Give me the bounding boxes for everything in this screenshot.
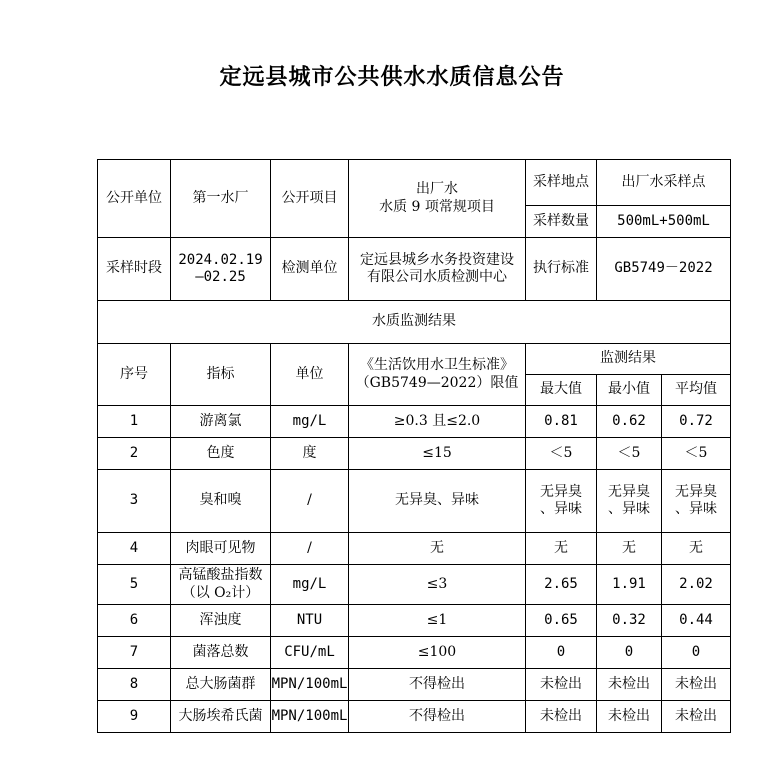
row-avg: 未检出 (662, 669, 731, 701)
row-min: 0.32 (597, 605, 662, 637)
table-row (98, 533, 731, 565)
row-unit: / (271, 533, 349, 565)
row-seq: 4 (98, 533, 171, 565)
row-limit: ≥0.3 且≤2.0 (349, 406, 526, 438)
page-title: 定远县城市公共供水水质信息公告 (219, 64, 565, 90)
header-row-3 (98, 238, 731, 301)
site-value: 出厂水采样点 (597, 160, 731, 206)
row-max (526, 470, 597, 533)
row-unit: CFU/mL (271, 637, 349, 669)
lab-label: 检测单位 (271, 238, 349, 301)
row-avg: 2.02 (662, 565, 731, 605)
col-result: 监测结果 (526, 344, 731, 375)
time-value-line2: —02.25 (195, 269, 246, 285)
row-unit: NTU (271, 605, 349, 637)
row-max: 无 (526, 533, 597, 565)
row-indicator: 肉眼可见物 (171, 533, 271, 565)
row-unit: 度 (271, 438, 349, 470)
row-avg (662, 470, 731, 533)
row-max: 2.65 (526, 565, 597, 605)
row-max: 0.65 (526, 605, 597, 637)
row-seq: 8 (98, 669, 171, 701)
row-indicator: 色度 (171, 438, 271, 470)
row-avg: ＜5 (662, 438, 731, 470)
row-avg: 无 (662, 533, 731, 565)
col-seq: 序号 (98, 344, 171, 406)
row-min: 1.91 (597, 565, 662, 605)
item-value-line1: 出厂水 (416, 181, 458, 197)
row-limit: ≤15 (349, 438, 526, 470)
row-indicator: 大肠埃希氏菌 (171, 701, 271, 733)
row-indicator: 臭和嗅 (171, 470, 271, 533)
row-min: 无 (597, 533, 662, 565)
site-label: 采样地点 (526, 160, 597, 206)
row-unit: MPN/100mL (271, 669, 349, 701)
row-unit: / (271, 470, 349, 533)
row-max-line1: 无异臭 (540, 483, 582, 500)
row-avg: 0.44 (662, 605, 731, 637)
table-row (98, 701, 731, 733)
row-max: 未检出 (526, 701, 597, 733)
time-value-line1: 2024.02.19 (178, 251, 263, 268)
table-row (98, 565, 731, 605)
unit-label: 公开单位 (98, 160, 171, 238)
table-row (98, 470, 731, 533)
row-max: 0 (526, 637, 597, 669)
row-seq: 5 (98, 565, 171, 605)
item-value (349, 160, 526, 238)
row-limit: ≤1 (349, 605, 526, 637)
row-min: 未检出 (597, 701, 662, 733)
row-indicator (171, 565, 271, 605)
row-seq: 2 (98, 438, 171, 470)
row-avg: 0 (662, 637, 731, 669)
item-value-line2: 水质 9 项常规项目 (379, 198, 495, 215)
time-label: 采样时段 (98, 238, 171, 301)
col-max: 最大值 (526, 375, 597, 406)
section-title: 水质监测结果 (98, 301, 731, 344)
row-avg: 0.72 (662, 406, 731, 438)
row-min: 未检出 (597, 669, 662, 701)
time-value (171, 238, 271, 301)
row-indicator-line2: （以 O₂计） (181, 584, 260, 601)
row-seq: 6 (98, 605, 171, 637)
row-min-line1: 无异臭 (608, 483, 650, 500)
row-max-line2: 、异味 (540, 501, 582, 517)
row-seq: 1 (98, 406, 171, 438)
column-header-row-1 (98, 344, 731, 375)
row-min: 0 (597, 637, 662, 669)
col-limit-line1: 《生活饮用水卫生标准》 (360, 357, 514, 373)
row-seq: 7 (98, 637, 171, 669)
col-limit (349, 344, 526, 406)
std-label: 执行标准 (526, 238, 597, 301)
row-unit: mg/L (271, 565, 349, 605)
table-row (98, 669, 731, 701)
col-unit: 单位 (271, 344, 349, 406)
row-indicator: 菌落总数 (171, 637, 271, 669)
row-seq: 3 (98, 470, 171, 533)
table-row (98, 637, 731, 669)
row-limit: 无异臭、异味 (349, 470, 526, 533)
std-value: GB5749－2022 (597, 238, 731, 301)
row-unit: mg/L (271, 406, 349, 438)
header-row-1 (98, 160, 731, 206)
row-indicator: 总大肠菌群 (171, 669, 271, 701)
row-limit: 不得检出 (349, 669, 526, 701)
row-limit: ≤100 (349, 637, 526, 669)
lab-value-line1: 定远县城乡水务投资建设 (360, 251, 514, 268)
row-avg: 未检出 (662, 701, 731, 733)
table-row (98, 605, 731, 637)
row-indicator: 游离氯 (171, 406, 271, 438)
row-unit: MPN/100mL (271, 701, 349, 733)
row-indicator-line1: 高锰酸盐指数 (178, 567, 263, 583)
row-max: ＜5 (526, 438, 597, 470)
row-seq: 9 (98, 701, 171, 733)
row-max: 0.81 (526, 406, 597, 438)
row-limit: ≤3 (349, 565, 526, 605)
row-min: ＜5 (597, 438, 662, 470)
lab-value (349, 238, 526, 301)
item-label: 公开项目 (271, 160, 349, 238)
row-min (597, 470, 662, 533)
col-indicator: 指标 (171, 344, 271, 406)
qty-value: 500mL+500mL (597, 206, 731, 238)
section-row (98, 301, 731, 344)
table-row (98, 406, 731, 438)
row-avg-line2: 、异味 (675, 501, 717, 517)
row-avg-line1: 无异臭 (675, 483, 717, 500)
row-indicator: 浑浊度 (171, 605, 271, 637)
table-row (98, 438, 731, 470)
col-limit-line2: （GB5749—2022）限值 (355, 374, 519, 391)
row-limit: 无 (349, 533, 526, 565)
row-min-line2: 、异味 (608, 501, 650, 517)
water-quality-table (97, 159, 731, 733)
col-avg: 平均值 (662, 375, 731, 406)
lab-value-line2: 有限公司水质检测中心 (367, 269, 507, 285)
row-max: 未检出 (526, 669, 597, 701)
row-limit: 不得检出 (349, 701, 526, 733)
row-min: 0.62 (597, 406, 662, 438)
qty-label: 采样数量 (526, 206, 597, 238)
col-min: 最小值 (597, 375, 662, 406)
unit-value: 第一水厂 (171, 160, 271, 238)
